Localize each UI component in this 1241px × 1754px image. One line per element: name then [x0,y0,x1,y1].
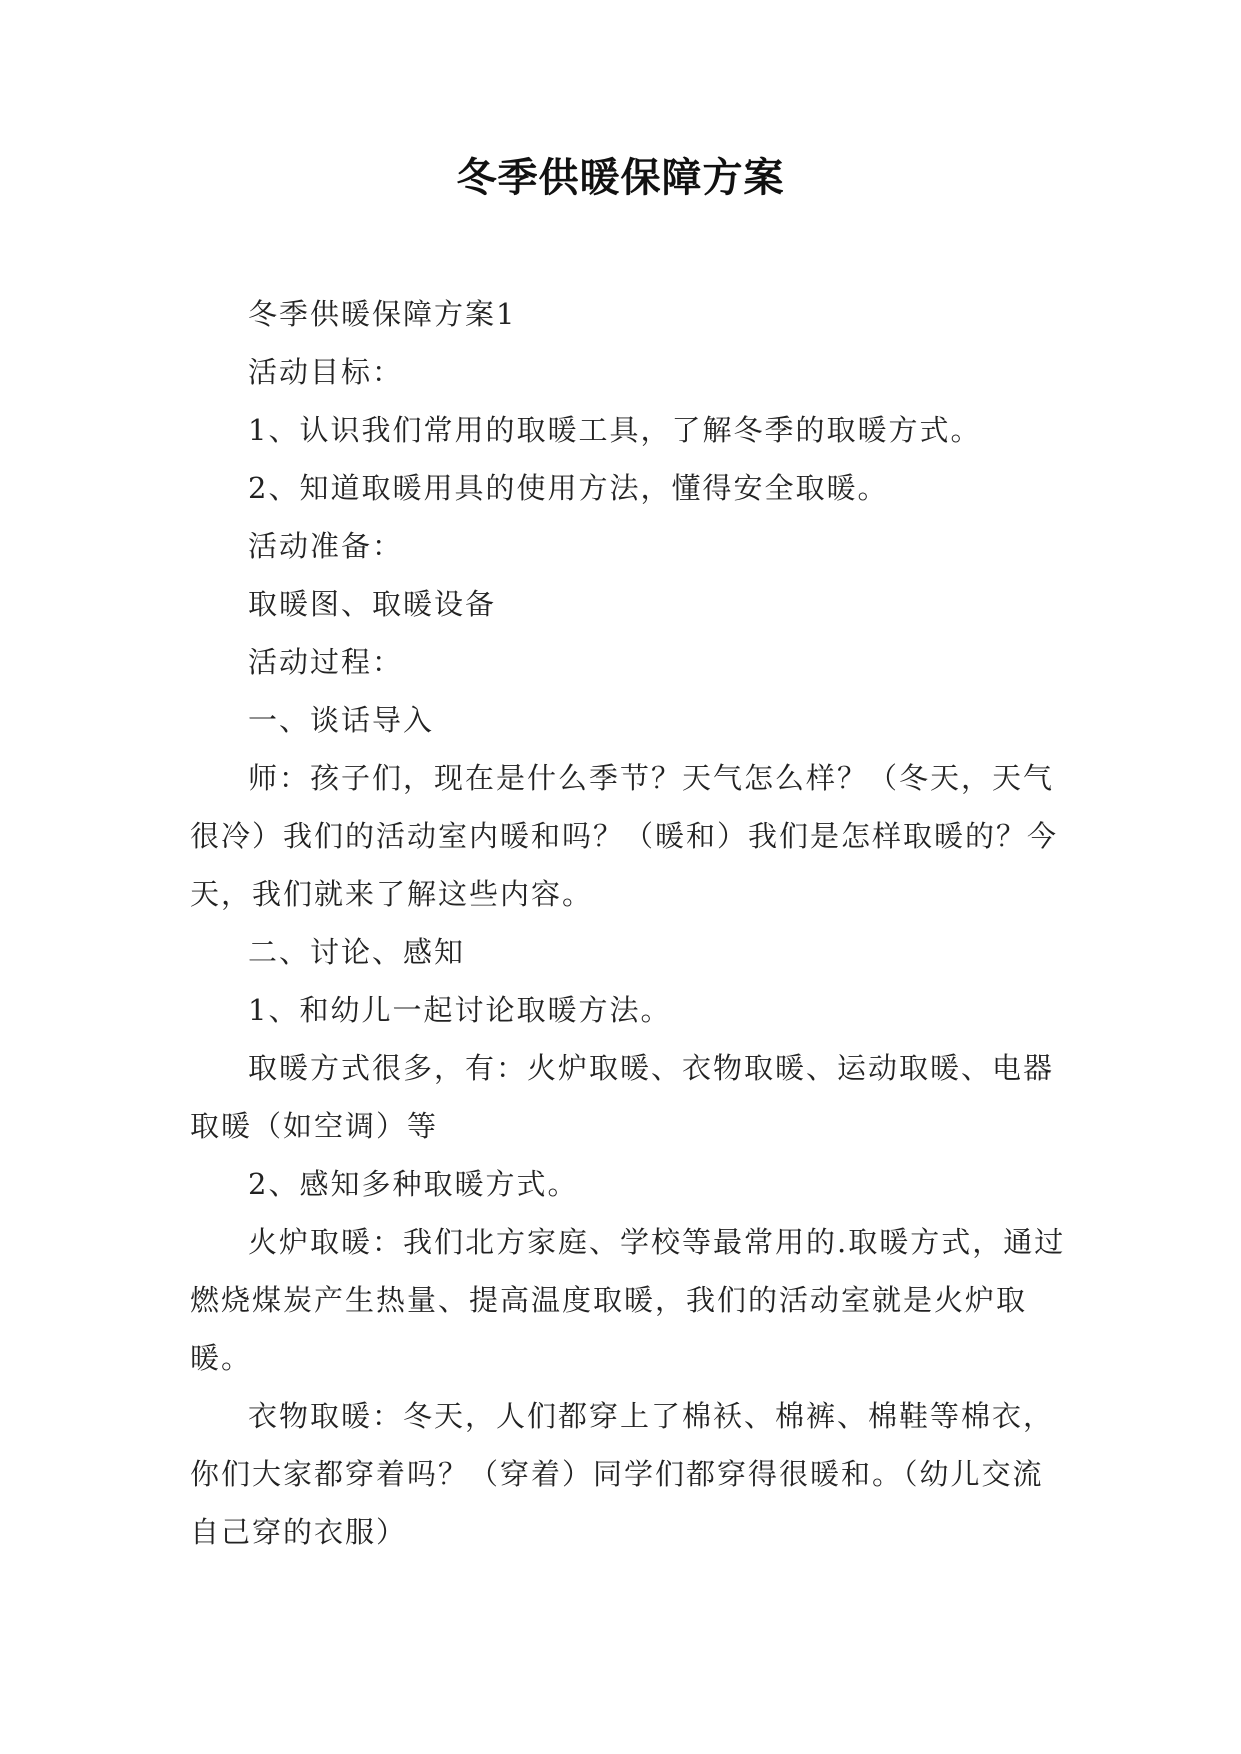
paragraph-goal-1: 1、认识我们常用的取暖工具，了解冬季的取暖方式。 [248,413,982,447]
paragraph-goal-2: 2、知道取暖用具的使用方法，懂得安全取暖。 [248,471,889,505]
paragraph-teacher-intro: 师：孩子们，现在是什么季节？天气怎么样？（冬天，天气很冷）我们的活动室内暖和吗？（暖和）我们是怎样取暖的？今天，我们就来了解这些内容。 [190,761,1059,911]
paragraph-process-label: 活动过程： [248,645,404,679]
paragraph-goals-label: 活动目标： [248,355,404,389]
paragraph-section-2: 二、讨论、感知 [248,935,466,969]
paragraph-stove-heating: 火炉取暖：我们北方家庭、学校等最常用的.取暖方式，通过燃烧煤炭产生热量、提高温度取暖，我们的活动室就是火炉取暖。 [190,1225,1066,1375]
paragraph-clothing-heating: 衣物取暖：冬天，人们都穿上了棉袄、棉裤、棉鞋等棉衣，你们大家都穿着吗？（穿着）同学们都穿得很暖和。（幼儿交流自己穿的衣服） [190,1399,1055,1549]
paragraph-heading-1: 冬季供暖保障方案1 [248,297,517,331]
document-body [190,285,1070,1561]
paragraph-prep-items: 取暖图、取暖设备 [248,587,497,621]
paragraph-prep-label: 活动准备： [248,529,404,563]
paragraph-methods: 取暖方式很多，有：火炉取暖、衣物取暖、运动取暖、电器取暖（如空调）等 [190,1051,1055,1143]
paragraph-discuss-1: 1、和幼儿一起讨论取暖方法。 [248,993,672,1027]
paragraph-discuss-2: 2、感知多种取暖方式。 [248,1167,579,1201]
document-title: 冬季供暖保障方案 [456,154,785,201]
paragraph-section-1: 一、谈话导入 [248,703,435,737]
